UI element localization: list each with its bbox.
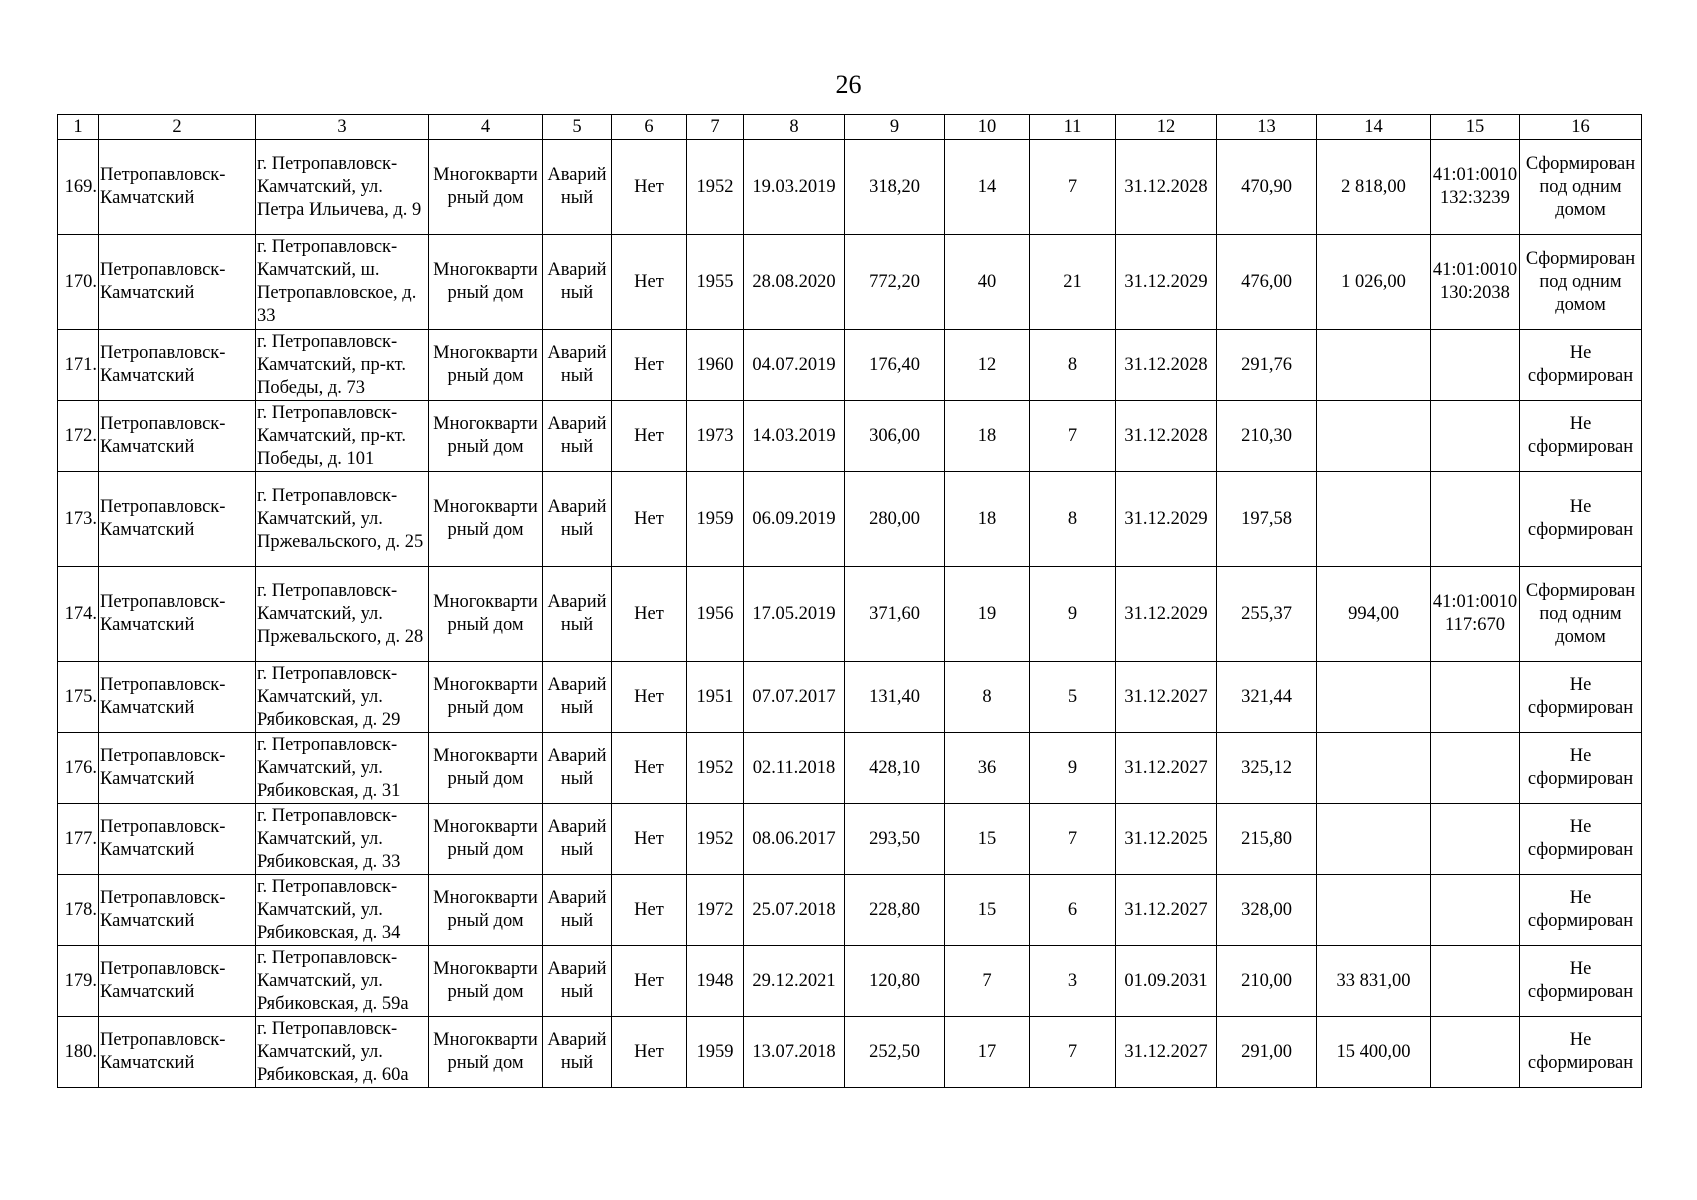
- col6-cell: Нет: [612, 472, 687, 567]
- cadastral-number-cell: 41:01:0010130:2038: [1431, 235, 1520, 330]
- col13-cell: 291,00: [1217, 1017, 1317, 1088]
- land-plot-status-cell: Сформирован под одним домом: [1520, 235, 1642, 330]
- row-number: 175.: [58, 662, 99, 733]
- col10-cell: 18: [945, 472, 1030, 567]
- deadline-cell: 31.12.2029: [1116, 235, 1217, 330]
- table-row: [58, 946, 1642, 1017]
- municipality-cell: Петропавловск-Камчатский: [99, 235, 256, 330]
- status-cell: Аварийный: [543, 875, 612, 946]
- col11-cell: 9: [1030, 567, 1116, 662]
- col10-cell: 19: [945, 567, 1030, 662]
- col14-cell: 994,00: [1317, 567, 1431, 662]
- table-row: [58, 567, 1642, 662]
- building-type-cell: Многоквартирный дом: [429, 472, 543, 567]
- status-cell: Аварийный: [543, 235, 612, 330]
- municipality-cell: Петропавловск-Камчатский: [99, 401, 256, 472]
- col13-cell: 321,44: [1217, 662, 1317, 733]
- municipality-cell: Петропавловск-Камчатский: [99, 946, 256, 1017]
- date-cell: 17.05.2019: [744, 567, 845, 662]
- col11-cell: 7: [1030, 140, 1116, 235]
- address-cell: г. Петропавловск-Камчатский, ул. Рябиковская, д. 33: [256, 804, 429, 875]
- cadastral-number-cell: [1431, 401, 1520, 472]
- housing-registry-table: [57, 114, 1642, 1088]
- col6-cell: Нет: [612, 946, 687, 1017]
- column-header-15: 15: [1431, 115, 1520, 140]
- column-header-6: 6: [612, 115, 687, 140]
- col10-cell: 12: [945, 330, 1030, 401]
- table-row: [58, 140, 1642, 235]
- col10-cell: 8: [945, 662, 1030, 733]
- column-header-8: 8: [744, 115, 845, 140]
- col11-cell: 7: [1030, 401, 1116, 472]
- deadline-cell: 31.12.2027: [1116, 733, 1217, 804]
- area-cell: 318,20: [845, 140, 945, 235]
- col14-cell: 33 831,00: [1317, 946, 1431, 1017]
- year-cell: 1952: [687, 804, 744, 875]
- area-cell: 280,00: [845, 472, 945, 567]
- col11-cell: 5: [1030, 662, 1116, 733]
- building-type-cell: Многоквартирный дом: [429, 235, 543, 330]
- address-cell: г. Петропавловск-Камчатский, пр-кт. Победы, д. 73: [256, 330, 429, 401]
- row-number: 180.: [58, 1017, 99, 1088]
- building-type-cell: Многоквартирный дом: [429, 401, 543, 472]
- col10-cell: 18: [945, 401, 1030, 472]
- column-header-12: 12: [1116, 115, 1217, 140]
- col6-cell: Нет: [612, 662, 687, 733]
- deadline-cell: 31.12.2029: [1116, 567, 1217, 662]
- land-plot-status-cell: Не сформирован: [1520, 662, 1642, 733]
- col6-cell: Нет: [612, 733, 687, 804]
- col14-cell: [1317, 401, 1431, 472]
- row-number: 170.: [58, 235, 99, 330]
- col10-cell: 15: [945, 804, 1030, 875]
- col10-cell: 14: [945, 140, 1030, 235]
- status-cell: Аварийный: [543, 330, 612, 401]
- land-plot-status-cell: Не сформирован: [1520, 804, 1642, 875]
- municipality-cell: Петропавловск-Камчатский: [99, 1017, 256, 1088]
- row-number: 169.: [58, 140, 99, 235]
- cadastral-number-cell: 41:01:0010117:670: [1431, 567, 1520, 662]
- row-number: 174.: [58, 567, 99, 662]
- address-cell: г. Петропавловск-Камчатский, ул. Рябиковская, д. 60а: [256, 1017, 429, 1088]
- row-number: 178.: [58, 875, 99, 946]
- year-cell: 1951: [687, 662, 744, 733]
- table-row: [58, 1017, 1642, 1088]
- date-cell: 14.03.2019: [744, 401, 845, 472]
- date-cell: 28.08.2020: [744, 235, 845, 330]
- col13-cell: 215,80: [1217, 804, 1317, 875]
- col14-cell: 15 400,00: [1317, 1017, 1431, 1088]
- deadline-cell: 31.12.2027: [1116, 875, 1217, 946]
- building-type-cell: Многоквартирный дом: [429, 946, 543, 1017]
- date-cell: 02.11.2018: [744, 733, 845, 804]
- deadline-cell: 31.12.2028: [1116, 330, 1217, 401]
- table-row: [58, 330, 1642, 401]
- year-cell: 1973: [687, 401, 744, 472]
- col6-cell: Нет: [612, 875, 687, 946]
- cadastral-number-cell: [1431, 1017, 1520, 1088]
- row-number: 171.: [58, 330, 99, 401]
- year-cell: 1955: [687, 235, 744, 330]
- year-cell: 1959: [687, 472, 744, 567]
- municipality-cell: Петропавловск-Камчатский: [99, 472, 256, 567]
- col14-cell: [1317, 733, 1431, 804]
- cadastral-number-cell: [1431, 733, 1520, 804]
- table-row: [58, 733, 1642, 804]
- municipality-cell: Петропавловск-Камчатский: [99, 875, 256, 946]
- date-cell: 13.07.2018: [744, 1017, 845, 1088]
- col6-cell: Нет: [612, 140, 687, 235]
- col11-cell: 7: [1030, 804, 1116, 875]
- building-type-cell: Многоквартирный дом: [429, 1017, 543, 1088]
- col10-cell: 36: [945, 733, 1030, 804]
- year-cell: 1952: [687, 733, 744, 804]
- address-cell: г. Петропавловск-Камчатский, ул. Рябиковская, д. 29: [256, 662, 429, 733]
- land-plot-status-cell: Сформирован под одним домом: [1520, 140, 1642, 235]
- land-plot-status-cell: Не сформирован: [1520, 1017, 1642, 1088]
- col11-cell: 7: [1030, 1017, 1116, 1088]
- column-header-7: 7: [687, 115, 744, 140]
- table-row: [58, 235, 1642, 330]
- address-cell: г. Петропавловск-Камчатский, ул. Петра Ильичева, д. 9: [256, 140, 429, 235]
- col10-cell: 15: [945, 875, 1030, 946]
- municipality-cell: Петропавловск-Камчатский: [99, 662, 256, 733]
- cadastral-number-cell: [1431, 662, 1520, 733]
- area-cell: 131,40: [845, 662, 945, 733]
- col11-cell: 3: [1030, 946, 1116, 1017]
- cadastral-number-cell: [1431, 875, 1520, 946]
- col6-cell: Нет: [612, 804, 687, 875]
- area-cell: 252,50: [845, 1017, 945, 1088]
- col6-cell: Нет: [612, 401, 687, 472]
- col14-cell: 1 026,00: [1317, 235, 1431, 330]
- address-cell: г. Петропавловск-Камчатский, пр-кт. Победы, д. 101: [256, 401, 429, 472]
- year-cell: 1956: [687, 567, 744, 662]
- deadline-cell: 31.12.2029: [1116, 472, 1217, 567]
- table-row: [58, 401, 1642, 472]
- cadastral-number-cell: 41:01:0010132:3239: [1431, 140, 1520, 235]
- col13-cell: 476,00: [1217, 235, 1317, 330]
- status-cell: Аварийный: [543, 804, 612, 875]
- col6-cell: Нет: [612, 1017, 687, 1088]
- page-number: 26: [835, 70, 862, 99]
- address-cell: г. Петропавловск-Камчатский, ул. Рябиковская, д. 34: [256, 875, 429, 946]
- col13-cell: 255,37: [1217, 567, 1317, 662]
- row-number: 179.: [58, 946, 99, 1017]
- area-cell: 228,80: [845, 875, 945, 946]
- date-cell: 19.03.2019: [744, 140, 845, 235]
- row-number: 176.: [58, 733, 99, 804]
- column-header-9: 9: [845, 115, 945, 140]
- address-cell: г. Петропавловск-Камчатский, ул. Пржевальского, д. 25: [256, 472, 429, 567]
- deadline-cell: 31.12.2027: [1116, 662, 1217, 733]
- status-cell: Аварийный: [543, 472, 612, 567]
- year-cell: 1952: [687, 140, 744, 235]
- cadastral-number-cell: [1431, 330, 1520, 401]
- deadline-cell: 31.12.2028: [1116, 401, 1217, 472]
- address-cell: г. Петропавловск-Камчатский, ш. Петропавловское, д. 33: [256, 235, 429, 330]
- municipality-cell: Петропавловск-Камчатский: [99, 567, 256, 662]
- area-cell: 176,40: [845, 330, 945, 401]
- cadastral-number-cell: [1431, 946, 1520, 1017]
- column-header-16: 16: [1520, 115, 1642, 140]
- area-cell: 306,00: [845, 401, 945, 472]
- status-cell: Аварийный: [543, 140, 612, 235]
- area-cell: 428,10: [845, 733, 945, 804]
- municipality-cell: Петропавловск-Камчатский: [99, 804, 256, 875]
- col6-cell: Нет: [612, 235, 687, 330]
- year-cell: 1960: [687, 330, 744, 401]
- building-type-cell: Многоквартирный дом: [429, 140, 543, 235]
- col6-cell: Нет: [612, 567, 687, 662]
- municipality-cell: Петропавловск-Камчатский: [99, 733, 256, 804]
- date-cell: 08.06.2017: [744, 804, 845, 875]
- area-cell: 293,50: [845, 804, 945, 875]
- column-header-3: 3: [256, 115, 429, 140]
- municipality-cell: Петропавловск-Камчатский: [99, 140, 256, 235]
- land-plot-status-cell: Не сформирован: [1520, 472, 1642, 567]
- col13-cell: 328,00: [1217, 875, 1317, 946]
- area-cell: 120,80: [845, 946, 945, 1017]
- date-cell: 07.07.2017: [744, 662, 845, 733]
- col6-cell: Нет: [612, 330, 687, 401]
- col14-cell: [1317, 875, 1431, 946]
- status-cell: Аварийный: [543, 733, 612, 804]
- building-type-cell: Многоквартирный дом: [429, 567, 543, 662]
- year-cell: 1948: [687, 946, 744, 1017]
- date-cell: 29.12.2021: [744, 946, 845, 1017]
- status-cell: Аварийный: [543, 946, 612, 1017]
- deadline-cell: 31.12.2027: [1116, 1017, 1217, 1088]
- address-cell: г. Петропавловск-Камчатский, ул. Рябиковская, д. 59а: [256, 946, 429, 1017]
- column-header-5: 5: [543, 115, 612, 140]
- col13-cell: 470,90: [1217, 140, 1317, 235]
- row-number: 172.: [58, 401, 99, 472]
- col13-cell: 210,30: [1217, 401, 1317, 472]
- land-plot-status-cell: Не сформирован: [1520, 875, 1642, 946]
- col11-cell: 9: [1030, 733, 1116, 804]
- col13-cell: 325,12: [1217, 733, 1317, 804]
- status-cell: Аварийный: [543, 1017, 612, 1088]
- year-cell: 1959: [687, 1017, 744, 1088]
- cadastral-number-cell: [1431, 804, 1520, 875]
- row-number: 177.: [58, 804, 99, 875]
- building-type-cell: Многоквартирный дом: [429, 330, 543, 401]
- col13-cell: 210,00: [1217, 946, 1317, 1017]
- date-cell: 04.07.2019: [744, 330, 845, 401]
- status-cell: Аварийный: [543, 662, 612, 733]
- row-number: 173.: [58, 472, 99, 567]
- deadline-cell: 01.09.2031: [1116, 946, 1217, 1017]
- column-header-4: 4: [429, 115, 543, 140]
- col11-cell: 21: [1030, 235, 1116, 330]
- column-header-14: 14: [1317, 115, 1431, 140]
- col13-cell: 197,58: [1217, 472, 1317, 567]
- table-body: [58, 140, 1642, 1088]
- address-cell: г. Петропавловск-Камчатский, ул. Пржевальского, д. 28: [256, 567, 429, 662]
- col14-cell: [1317, 662, 1431, 733]
- column-header-11: 11: [1030, 115, 1116, 140]
- header-row: [58, 115, 1642, 140]
- col10-cell: 17: [945, 1017, 1030, 1088]
- land-plot-status-cell: Не сформирован: [1520, 401, 1642, 472]
- deadline-cell: 31.12.2025: [1116, 804, 1217, 875]
- column-header-1: 1: [58, 115, 99, 140]
- table-row: [58, 662, 1642, 733]
- land-plot-status-cell: Не сформирован: [1520, 733, 1642, 804]
- building-type-cell: Многоквартирный дом: [429, 804, 543, 875]
- col14-cell: [1317, 472, 1431, 567]
- land-plot-status-cell: Не сформирован: [1520, 330, 1642, 401]
- land-plot-status-cell: Не сформирован: [1520, 946, 1642, 1017]
- col14-cell: 2 818,00: [1317, 140, 1431, 235]
- table-row: [58, 875, 1642, 946]
- col14-cell: [1317, 804, 1431, 875]
- building-type-cell: Многоквартирный дом: [429, 733, 543, 804]
- column-header-13: 13: [1217, 115, 1317, 140]
- year-cell: 1972: [687, 875, 744, 946]
- status-cell: Аварийный: [543, 401, 612, 472]
- col11-cell: 6: [1030, 875, 1116, 946]
- col13-cell: 291,76: [1217, 330, 1317, 401]
- cadastral-number-cell: [1431, 472, 1520, 567]
- status-cell: Аварийный: [543, 567, 612, 662]
- col14-cell: [1317, 330, 1431, 401]
- municipality-cell: Петропавловск-Камчатский: [99, 330, 256, 401]
- date-cell: 06.09.2019: [744, 472, 845, 567]
- deadline-cell: 31.12.2028: [1116, 140, 1217, 235]
- column-header-2: 2: [99, 115, 256, 140]
- column-header-10: 10: [945, 115, 1030, 140]
- col10-cell: 7: [945, 946, 1030, 1017]
- address-cell: г. Петропавловск-Камчатский, ул. Рябиковская, д. 31: [256, 733, 429, 804]
- col10-cell: 40: [945, 235, 1030, 330]
- table-row: [58, 472, 1642, 567]
- land-plot-status-cell: Сформирован под одним домом: [1520, 567, 1642, 662]
- building-type-cell: Многоквартирный дом: [429, 875, 543, 946]
- date-cell: 25.07.2018: [744, 875, 845, 946]
- area-cell: 772,20: [845, 235, 945, 330]
- area-cell: 371,60: [845, 567, 945, 662]
- col11-cell: 8: [1030, 472, 1116, 567]
- col11-cell: 8: [1030, 330, 1116, 401]
- building-type-cell: Многоквартирный дом: [429, 662, 543, 733]
- table-row: [58, 804, 1642, 875]
